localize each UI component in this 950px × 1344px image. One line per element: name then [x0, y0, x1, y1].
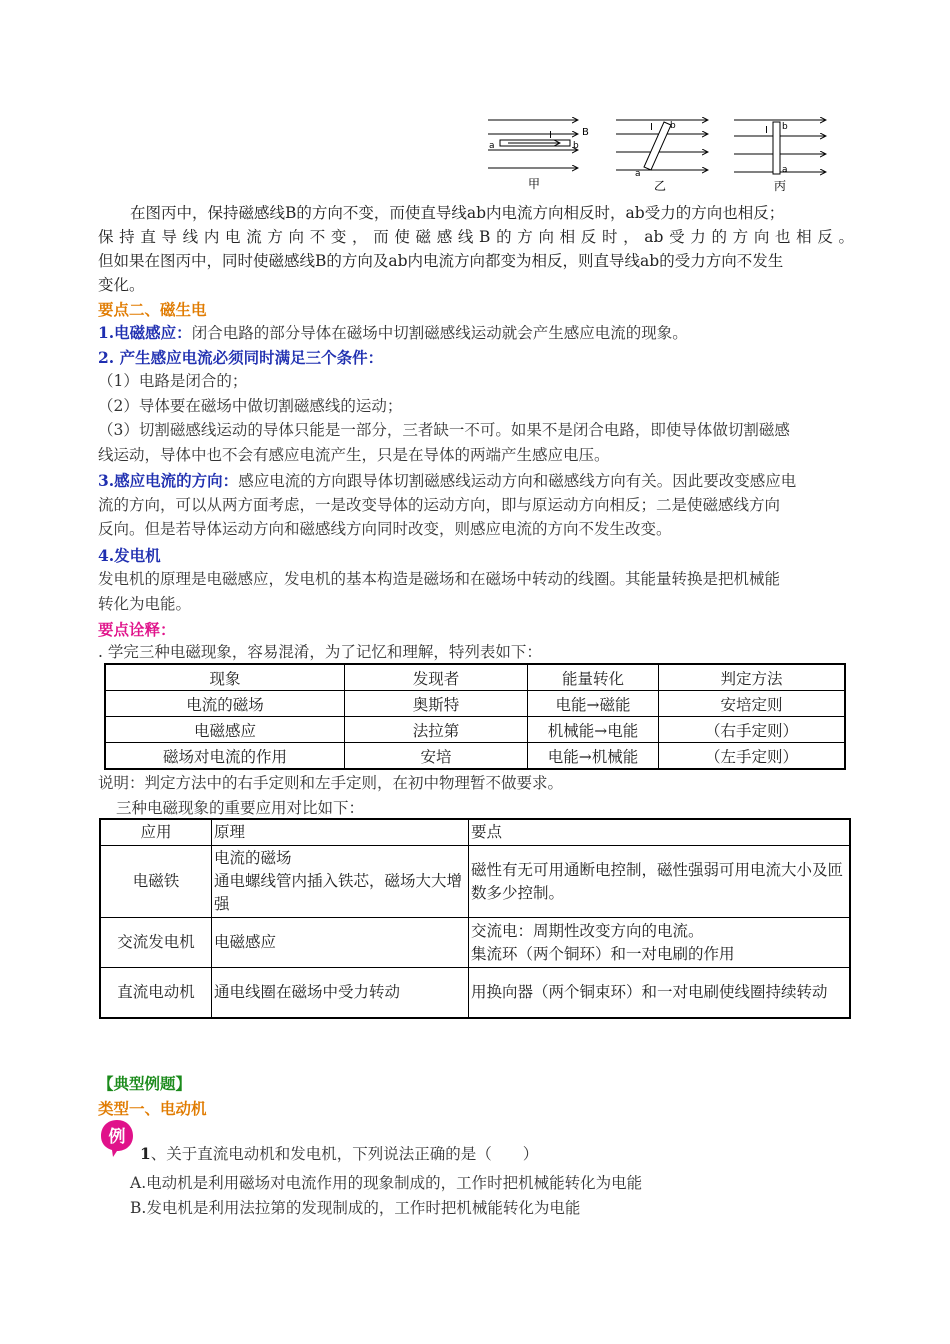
table-header-cell: 能量转化 — [528, 664, 659, 691]
svg-text:丙: 丙 — [774, 179, 787, 193]
svg-text:乙: 乙 — [654, 179, 667, 193]
note-heading: 要点诠释： — [98, 620, 176, 639]
svg-text:b: b — [573, 141, 579, 151]
point4-line2: 转化为电能。 — [98, 595, 192, 613]
table-cell: 奥斯特 — [345, 691, 528, 717]
table-cell: 安培 — [345, 743, 528, 770]
keypoint-line: 集流环（两个铜环）和一对电刷的作用 — [471, 944, 735, 963]
table-header-cell: 要点 — [469, 819, 851, 846]
table-cell: （左手定则） — [659, 743, 846, 770]
keypoint-line: 交流电：周期性改变方向的电流。 — [471, 921, 704, 940]
diagram-yi — [616, 120, 708, 193]
table-cell: 电磁铁 — [100, 846, 212, 918]
svg-text:a: a — [489, 141, 495, 151]
table-cell: 磁性有无可用通断电控制，磁性强弱可用电流大小及匝数多少控制。 — [469, 846, 851, 918]
table2-intro: 三种电磁现象的重要应用对比如下： — [116, 799, 365, 817]
principle-line: 电流的磁场 — [214, 849, 292, 867]
table-cell: 磁场对电流的作用 — [105, 743, 345, 770]
table-header-cell: 原理 — [212, 819, 469, 846]
table-cell: 机械能→电能 — [528, 717, 659, 743]
table-cell: 通电线圈在磁场中受力转动 — [212, 968, 469, 1018]
diagram-jia — [488, 120, 589, 191]
condition-2: （2）导体要在磁场中做切割磁感线的运动； — [98, 397, 403, 415]
condition-3-line1: （3）切割磁感线运动的导体只能是一部分，三者缺一不可。如果不是闭合电路，即使导体做切割磁感 — [98, 421, 790, 439]
condition-1: （1）电路是闭合的； — [98, 372, 248, 390]
question-1: 1、关于直流电动机和发电机，下列说法正确的是（ ） — [140, 1144, 539, 1163]
svg-text:a: a — [635, 169, 641, 179]
table-cell: 电磁感应 — [212, 918, 469, 968]
svg-text:例: 例 — [108, 1127, 126, 1147]
condition-3-line2: 线运动，导体中也不会有感应电流产生，只是在导体的两端产生感应电压。 — [98, 446, 610, 464]
table-cell: 直流电动机 — [100, 968, 212, 1018]
table-row — [100, 846, 850, 918]
table-header-cell: 发现者 — [345, 664, 528, 691]
table-row — [105, 743, 845, 770]
table-header-cell: 现象 — [105, 664, 345, 691]
diagram-bing — [734, 120, 826, 193]
svg-text:I: I — [549, 130, 552, 141]
example-badge — [99, 1118, 135, 1154]
table-cell: 交流发电机 — [100, 918, 212, 968]
note-intro: . 学完三种电磁现象，容易混淆，为了记忆和理解，特列表如下： — [98, 643, 542, 661]
table-cell: 电流的磁场 — [105, 691, 345, 717]
svg-text:a: a — [782, 165, 788, 175]
table-header-cell: 应用 — [100, 819, 212, 846]
svg-text:I: I — [650, 122, 653, 133]
point3-line2: 流的方向，可以从两方面考虑，一是改变导体的运动方向，即与原运动方向相反；二是使磁感线方向 — [98, 496, 781, 514]
svg-text:B: B — [582, 127, 589, 138]
point3-line3: 反向。但是若导体运动方向和磁感线方向同时改变，则感应电流的方向不发生改变。 — [98, 520, 672, 538]
point4-line1: 发电机的原理是电磁感应，发电机的基本构造是磁场和在磁场中转动的线圈。其能量转换是把机械能 — [98, 570, 781, 588]
table-cell: 电能→磁能 — [528, 691, 659, 717]
example-badge-icon — [99, 1118, 135, 1158]
table-cell: 法拉第 — [345, 717, 528, 743]
option-a: A.电动机是利用磁场对电流作用的现象制成的，工作时把机械能转化为电能 — [130, 1174, 643, 1192]
examples-heading: 【典型例题】 — [98, 1074, 192, 1093]
table-row — [105, 691, 845, 717]
svg-text:I: I — [765, 125, 768, 136]
svg-text:b: b — [782, 122, 788, 132]
table1-note: 说明：判定方法中的右手定则和左手定则，在初中物理暂不做要求。 — [98, 774, 564, 792]
section2-title: 要点二、磁生电 — [98, 300, 207, 319]
point2-heading: 2. 产生感应电流必须同时满足三个条件： — [98, 348, 384, 367]
phenomena-table — [104, 663, 846, 770]
para1-line4: 变化。 — [98, 276, 145, 294]
magnetic-field-figure — [482, 112, 832, 196]
table-header-row — [105, 664, 845, 691]
table-cell — [212, 846, 469, 918]
para1-line2: 保持直导线内电流方向不变，而使磁感线B的方向相反时，ab受力的方向也相反。 — [98, 228, 854, 246]
table-cell: （右手定则） — [659, 717, 846, 743]
table-cell: 用换向器（两个铜束环）和一对电刷使线圈持续转动 — [469, 968, 851, 1018]
type1-heading: 类型一、电动机 — [98, 1099, 207, 1118]
table-cell: 电磁感应 — [105, 717, 345, 743]
table-header-cell: 判定方法 — [659, 664, 846, 691]
para1-line1: 在图丙中，保持磁感线B的方向不变，而使直导线ab内电流方向相反时，ab受力的方向也相反； — [130, 204, 785, 222]
table-row — [100, 918, 850, 968]
svg-text:b: b — [670, 121, 676, 131]
table-row — [100, 968, 850, 1018]
point3-line1: 3.感应电流的方向：感应电流的方向跟导体切割磁感线运动方向和磁感线方向有关。因此要改变感应电 — [98, 471, 797, 490]
applications-table — [99, 818, 851, 1019]
principle-line: 通电螺线管内插入铁芯，磁场大大增强 — [214, 872, 463, 913]
table-cell: 安培定则 — [659, 691, 846, 717]
option-b: B.发电机是利用法拉第的发现制成的，工作时把机械能转化为电能 — [130, 1199, 581, 1217]
point4-heading: 4.发电机 — [98, 546, 161, 565]
table-cell: 电能→机械能 — [528, 743, 659, 770]
table-row — [105, 717, 845, 743]
table-header-row — [100, 819, 850, 846]
point1: 1.电磁感应：闭合电路的部分导体在磁场中切割磁感线运动就会产生感应电流的现象。 — [98, 323, 688, 342]
svg-text:甲: 甲 — [528, 177, 541, 191]
table-cell — [469, 918, 851, 968]
para1-line3: 但如果在图丙中，同时使磁感线B的方向及ab内电流方向都变为相反，则直导线ab的受力方向不发生 — [98, 252, 784, 270]
